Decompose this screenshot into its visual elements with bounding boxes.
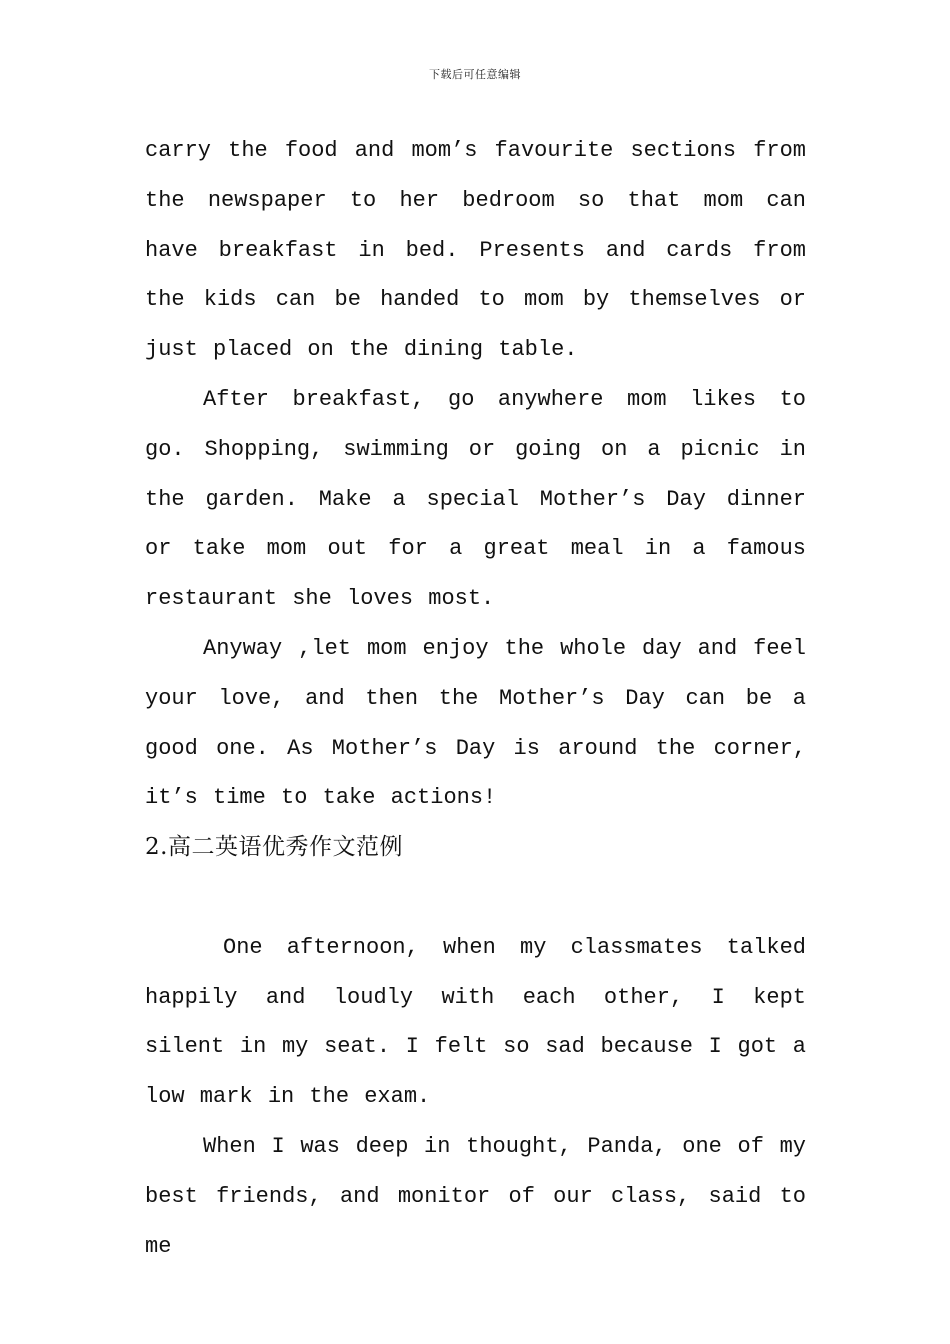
document-body: [145, 126, 806, 1271]
essay-paragraph-2: When I was deep in thought, Panda, one of my best friends, and monitor of our class, said to me: [145, 1133, 806, 1259]
paragraph-after-breakfast: After breakfast, go anywhere mom likes to go. Shopping, swimming or going on a picnic in the garden. Make a special Mother’s Day dinner or take mom out for a great meal in a famous restaurant she loves most.: [145, 386, 806, 612]
essay-paragraph-1: One afternoon, when my classmates talked happily and loudly with each other, I kept silent in my seat. I felt so sad because I got a low mark in the exam.: [145, 934, 806, 1110]
paragraph-breakfast: carry the food and mom’s favourite sections from the newspaper to her bedroom so that mom can have breakfast in bed. Presents and cards from the kids can be handed to mom by themselves or just placed on the dining table.: [145, 138, 806, 363]
paragraph-conclusion: Anyway ,let mom enjoy the whole day and feel your love, and then the Mother’s Day can be a good one. As Mother’s Day is around the corner, it’s time to take actions!: [145, 635, 806, 811]
section-heading: 2.高二英语优秀作文范例: [145, 834, 403, 861]
page-header: 下载后可任意编辑: [429, 68, 521, 81]
blank-line: [145, 873, 806, 923]
